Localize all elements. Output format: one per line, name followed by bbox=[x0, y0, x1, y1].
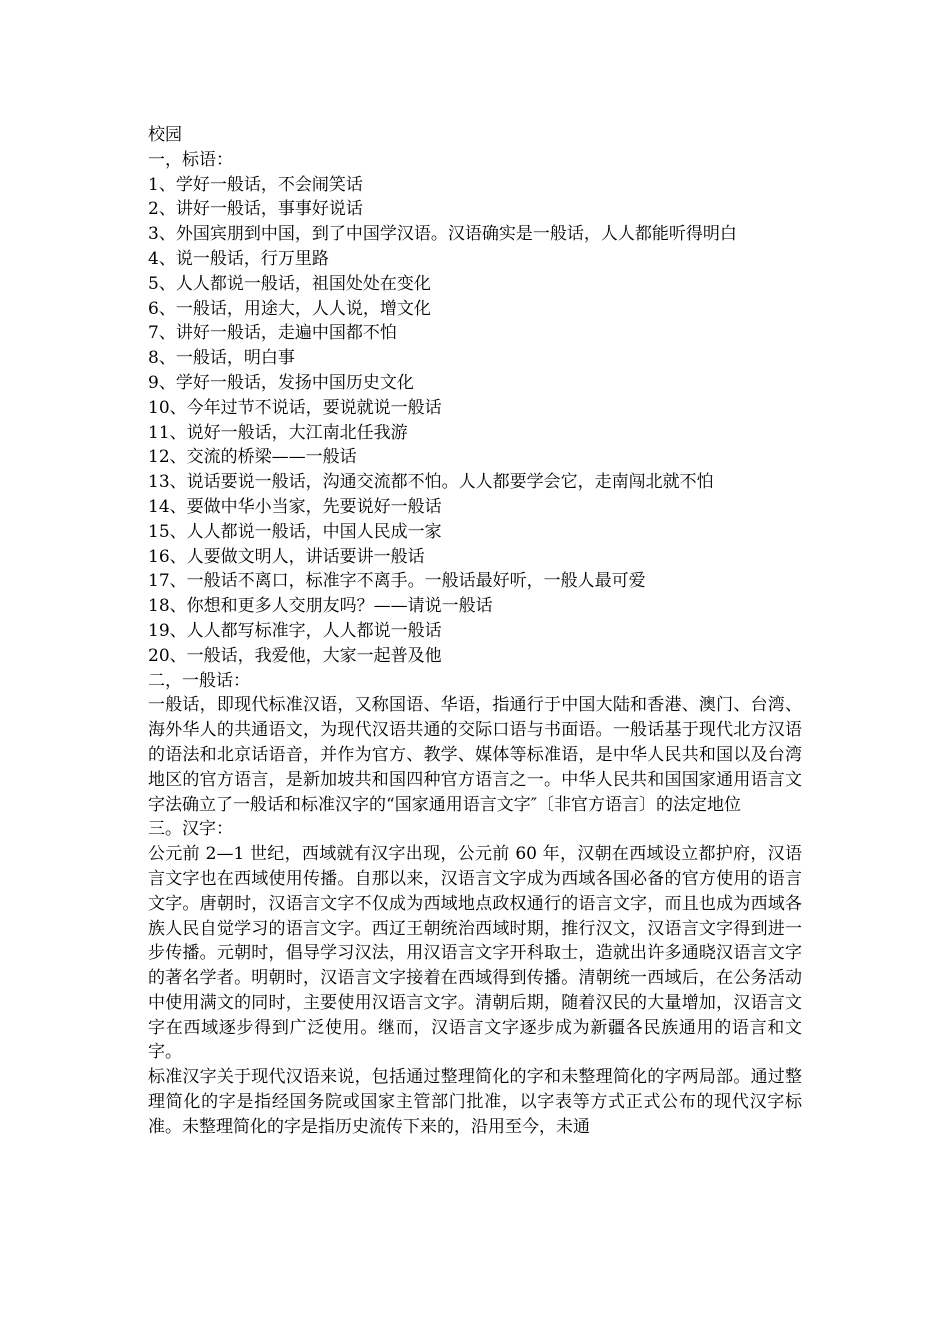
slogan-item: 11、说好一般话，大江南北任我游 bbox=[148, 422, 408, 443]
section-heading-putonghua: 二，一般话： bbox=[148, 670, 250, 691]
slogan-item: 3、外国宾朋到中国，到了中国学汉语。汉语确实是一般话，人人都能听得明白 bbox=[148, 224, 737, 245]
slogan-item: 4、说一般话，行万里路 bbox=[148, 248, 329, 269]
slogan-item: 9、学好一般话，发扬中国历史文化 bbox=[148, 372, 414, 393]
section-slogans bbox=[148, 148, 802, 669]
slogan-list bbox=[148, 173, 802, 669]
section-hanzi bbox=[148, 817, 802, 1139]
document-title: 校园 bbox=[148, 125, 182, 145]
putonghua-paragraph: 一般话，即现代标准汉语，又称国语、华语，指通行于中国大陆和香港、澳门、台湾、海外华人的共通语文，为现代汉语共通的交际口语与书面语。一般话基于现代北方汉语的语法和北京话语音，并作为官方、教学、媒体等标准语，是中华人民共和国以及台湾地区的官方语言，是新加坡共和国四种官方语言之一。中华人民共和国国家通用语言文字法确立了一般话和标准汉字的“国家通用语言文字″〔非官方语言〕的法定地位 bbox=[148, 695, 802, 815]
slogan-item: 15、人人都说一般话，中国人民成一家 bbox=[148, 521, 442, 542]
slogan-item: 10、今年过节不说话，要说就说一般话 bbox=[148, 397, 442, 418]
hanzi-standard-paragraph: 标准汉字关于现代汉语来说，包括通过整理简化的字和未整理简化的字两局部。通过整理简化的字是指经国务院或国家主管部门批准，以字表等方式正式公布的现代汉字标准。未整理简化的字是指历史流传下来的，沿用至今，未通 bbox=[148, 1067, 802, 1137]
slogan-item: 1、学好一般话，不会闹笑话 bbox=[148, 174, 363, 195]
section-heading-hanzi: 三。汉字： bbox=[148, 819, 233, 840]
slogan-item: 20、一般话，我爱他，大家一起普及他 bbox=[148, 645, 442, 666]
slogan-item: 7、讲好一般话，走遍中国都不怕 bbox=[148, 323, 397, 344]
slogan-item: 2、讲好一般话，事事好说话 bbox=[148, 199, 363, 220]
slogan-item: 17、一般话不离口，标准字不离手。一般话最好听，一般人最可爱 bbox=[148, 571, 646, 592]
section-heading-slogans: 一，标语： bbox=[148, 149, 233, 170]
hanzi-history-paragraph: 公元前 2—1 世纪，西域就有汉字出现，公元前 60 年，汉朝在西域设立都护府，汉语言文字也在西域使用传播。自那以来，汉语言文字成为西域各国必备的官方使用的语言文字。唐朝时，汉语言文字不仅成为西域地点政权通行的语言文字，而且也成为西域各族人民自觉学习的语言文字。西辽王朝统治西域时期，推行汉文，汉语言文字得到进一步传播。元朝时，倡导学习汉法，用汉语言文字开科取士，造就出许多通晓汉语言文字的著名学者。明朝时，汉语言文字接着在西域得到传播。清朝统一西域后，在公务活动中使用满文的同时，主要使用汉语言文字。清朝后期，随着汉民的大量增加，汉语言文字在西域逐步得到广泛使用。继而，汉语言文字逐步成为新疆各民族通用的语言和文字。 bbox=[148, 844, 802, 1063]
slogan-item: 16、人要做文明人，讲话要讲一般话 bbox=[148, 546, 425, 567]
slogan-item: 12、交流的桥梁——一般话 bbox=[148, 447, 357, 468]
slogan-item: 13、说话要说一般话，沟通交流都不怕。人人都要学会它，走南闯北就不怕 bbox=[148, 472, 714, 493]
slogan-item: 14、要做中华小当家，先要说好一般话 bbox=[148, 496, 442, 517]
slogan-item: 8、一般话，明白事 bbox=[148, 348, 295, 369]
section-putonghua bbox=[148, 669, 802, 818]
slogan-item: 5、人人都说一般话，祖国处处在变化 bbox=[148, 273, 431, 294]
slogan-item: 19、人人都写标准字，人人都说一般话 bbox=[148, 620, 442, 641]
slogan-item: 6、一般话，用途大，人人说，增文化 bbox=[148, 298, 431, 319]
document-page bbox=[148, 123, 802, 1140]
slogan-item: 18、你想和更多人交朋友吗？——请说一般话 bbox=[148, 596, 493, 617]
